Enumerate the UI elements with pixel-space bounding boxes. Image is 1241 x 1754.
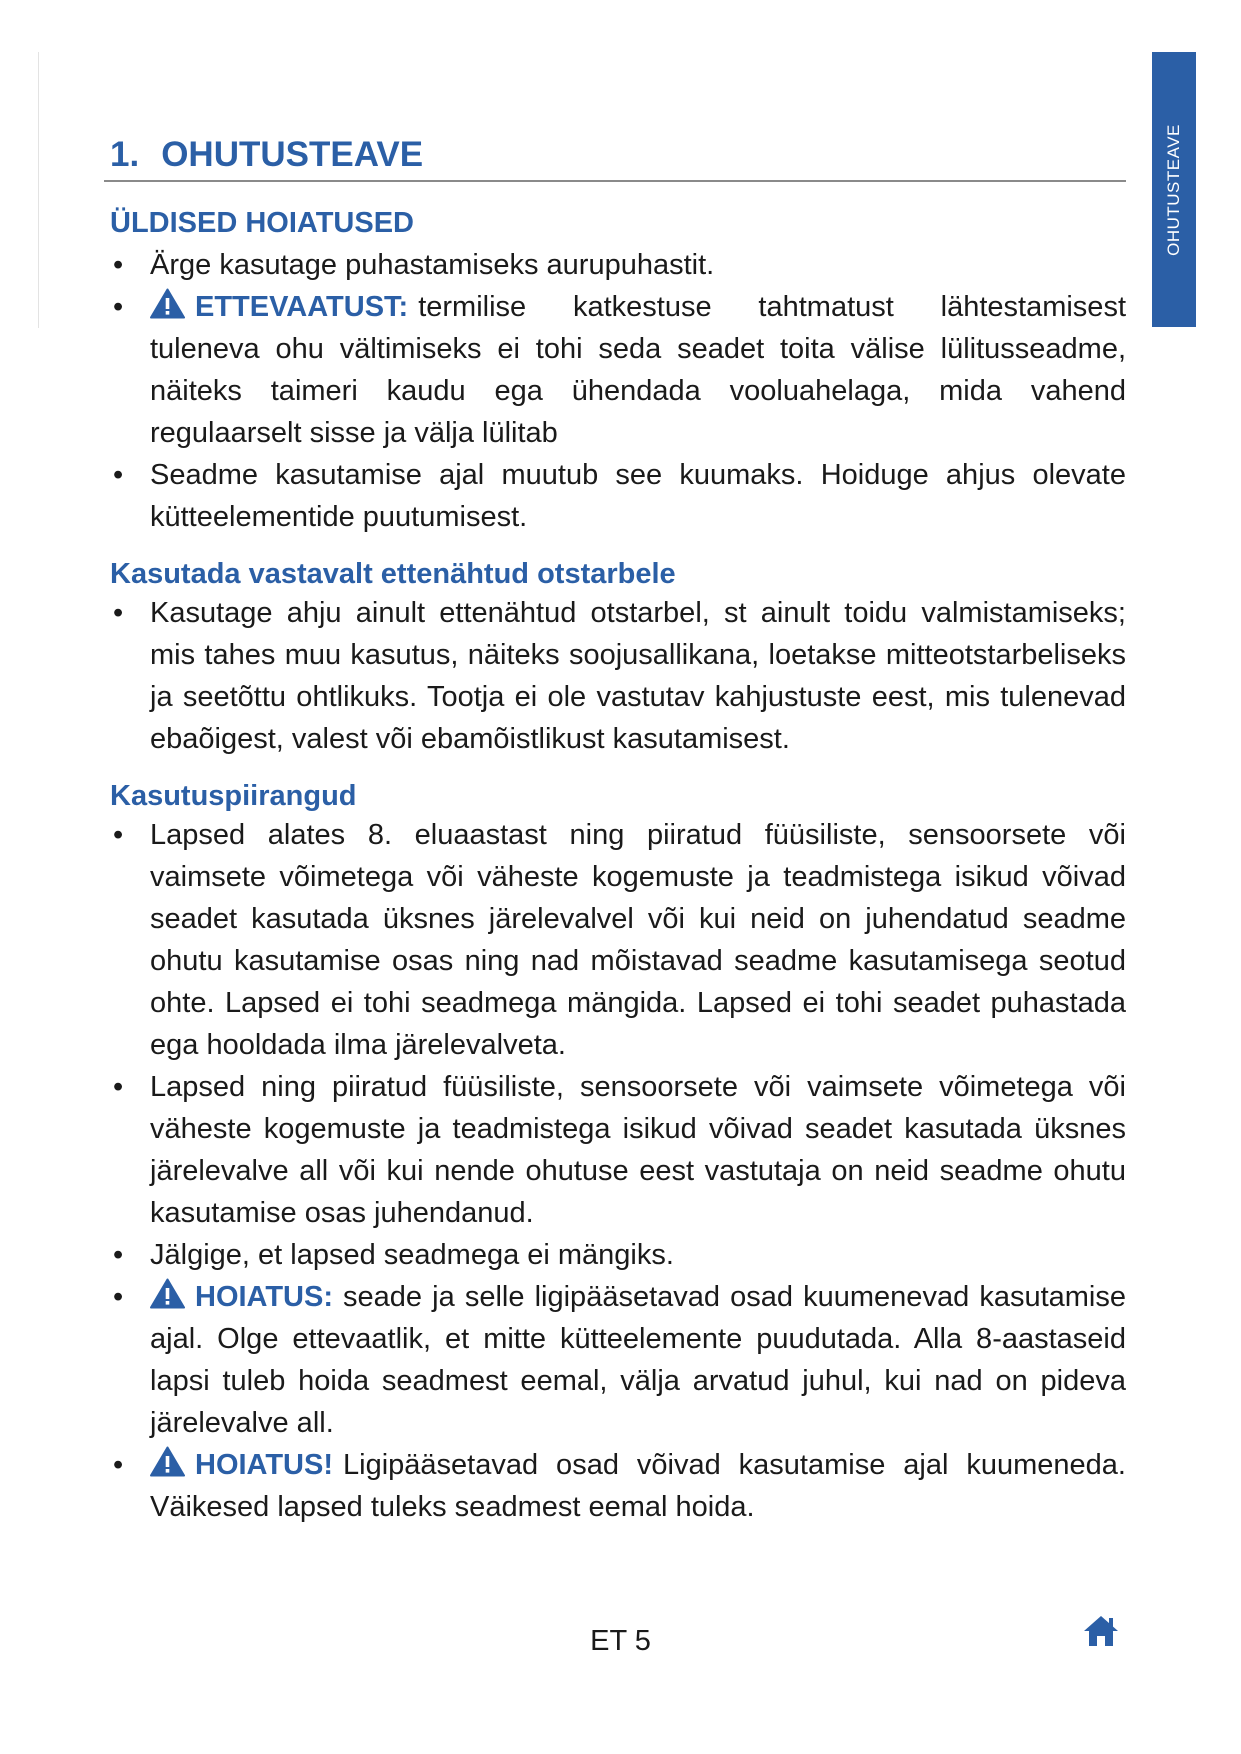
warning-triangle-icon xyxy=(150,1446,185,1477)
section-heading-intended-use: Kasutada vastavalt ettenähtud otstarbele xyxy=(110,558,676,590)
chapter-number: 1. xyxy=(110,135,140,174)
bullet: • xyxy=(113,1239,124,1271)
list-item xyxy=(104,1234,1126,1276)
warning-label: HOIATUS! xyxy=(195,1449,334,1481)
list-item xyxy=(104,1066,1126,1234)
list-item xyxy=(104,1276,1126,1444)
warning-label: HOIATUS: xyxy=(195,1281,334,1313)
warning-label: ETTEVAATUST: xyxy=(195,291,409,323)
list-item-text: Lapsed ning piiratud füüsiliste, sensoorsete või vaimsete võimetega või väheste kogemuste ja teadmistega isikud võivad seadet kasutada üksnes järelevalve all või kui nende ohutuse eest vastutaja on neid seadme ohutu kasutamise osas juhendanud. xyxy=(150,1071,1126,1229)
usage-restrictions-list xyxy=(104,814,1126,1528)
bullet: • xyxy=(113,1281,124,1313)
side-tab[interactable] xyxy=(1152,52,1196,327)
bullet: • xyxy=(113,1449,124,1481)
page-number: ET 5 xyxy=(590,1625,651,1657)
bullet: • xyxy=(113,249,124,281)
list-item-text: seade ja selle ligipääsetavad osad kuumenevad kasutamise ajal. Olge ettevaatlik, et mitte kütteelemente puudutada. Alla 8-aastaseid lapsi tuleb hoida seadmest eemal, välja arvatud juhul, kui nad on pideva järelevalve all. xyxy=(150,1281,1126,1439)
general-warnings-list xyxy=(104,244,1126,538)
margin-rule xyxy=(38,52,39,328)
bullet: • xyxy=(113,597,124,629)
list-item xyxy=(104,286,1126,454)
list-item-text: Kasutage ahju ainult ettenähtud otstarbel, st ainult toidu valmistamiseks; mis tahes muu kasutus, näiteks soojusallikana, loetakse mitteotstarbeliseks ja seetõttu ohtlikuks. Tootja ei ole vastutav kahjustuste eest, mis tulenevad ebaõigest, valest või ebamõistlikust kasutamisest. xyxy=(150,597,1126,755)
intended-use-list xyxy=(104,592,1126,760)
chapter-title xyxy=(104,130,1126,182)
bullet: • xyxy=(113,819,124,851)
list-item-text: Ligipääsetavad osad võivad kasutamise ajal kuumeneda. Väikesed lapsed tuleks seadmest eemal hoida. xyxy=(150,1449,1126,1523)
section-heading-usage-restrictions: Kasutuspiirangud xyxy=(110,780,357,812)
home-icon[interactable] xyxy=(1082,1614,1120,1648)
list-item-text: termilise katkestuse tahtmatust lähtestamisest tuleneva ohu vältimiseks ei tohi seda seadet toita välise lülitusseadme, näiteks taimeri kaudu ega ühendada vooluahelaga, mida vahend regulaarselt sisse ja välja lülitab xyxy=(150,291,1126,449)
bullet: • xyxy=(113,291,124,323)
list-item xyxy=(104,1444,1126,1528)
list-item xyxy=(104,814,1126,1066)
list-item xyxy=(104,244,1126,286)
list-item xyxy=(104,454,1126,538)
list-item xyxy=(104,592,1126,760)
list-item-text: Seadme kasutamise ajal muutub see kuumaks. Hoiduge ahjus olevate kütteelementide puutumisest. xyxy=(150,459,1126,533)
warning-triangle-icon xyxy=(150,1278,185,1309)
bullet: • xyxy=(113,459,124,491)
chapter-title-text: OHUTUSTEAVE xyxy=(161,135,424,174)
bullet: • xyxy=(113,1071,124,1103)
list-item-text: Lapsed alates 8. eluaastast ning piiratud füüsiliste, sensoorsete või vaimsete võimetega või väheste kogemuste ja teadmistega isikud võivad seadet kasutada üksnes järelevalvel või kui neid on juhendatud seadme ohutu kasutamise osas ning nad mõistavad seadme kasutamisega seotud ohte. Lapsed ei tohi seadmega mängida. Lapsed ei tohi seadet puhastada ega hooldada ilma järelevalveta. xyxy=(150,819,1126,1061)
list-item-text: Ärge kasutage puhastamiseks aurupuhastit. xyxy=(150,249,715,281)
section-heading-general-warnings: ÜLDISED HOIATUSED xyxy=(110,207,414,239)
side-tab-label: OHUTUSTEAVE xyxy=(1164,123,1183,256)
list-item-text: Jälgige, et lapsed seadmega ei mängiks. xyxy=(150,1239,674,1271)
warning-triangle-icon xyxy=(150,288,185,319)
page-content xyxy=(104,130,1126,1528)
